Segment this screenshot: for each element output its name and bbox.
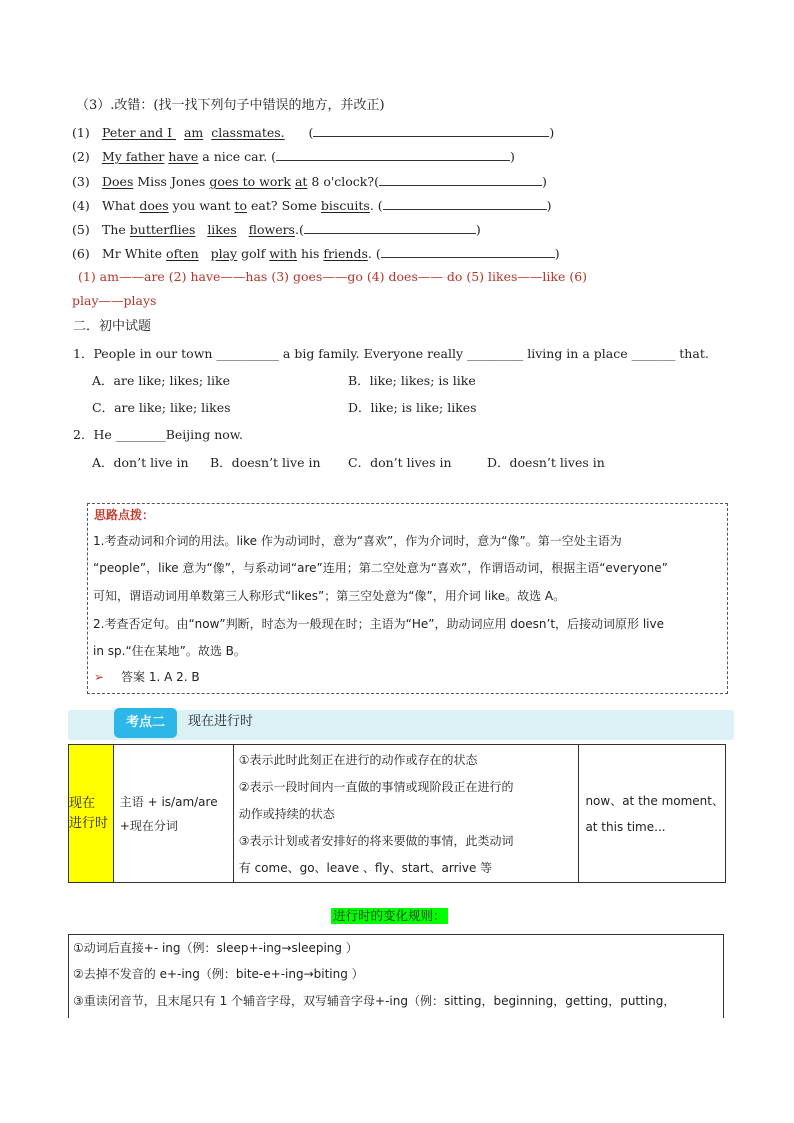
usage-line2: ②表示一段时间内一直做的事情或现阶段正在进行的 xyxy=(238,780,514,794)
tense-name-line2: 进行时 xyxy=(69,815,109,831)
usage-cell xyxy=(233,745,579,883)
correction-item xyxy=(72,124,554,141)
paren-open: ( xyxy=(271,149,277,164)
section-heading: 二．初中试题 xyxy=(73,319,152,334)
answer-blank[interactable] xyxy=(313,124,549,137)
correction-item xyxy=(72,148,515,165)
rules-box xyxy=(68,934,724,1018)
q2-option-a: A．don’t live in xyxy=(92,455,189,470)
sentence-text: you want xyxy=(168,198,235,213)
answer-blank[interactable] xyxy=(383,197,547,210)
paren-open: ( xyxy=(375,246,381,261)
rule-2: ②去掉不发音的 e+-ing（例：bite-e+-ing→biting ） xyxy=(73,967,364,981)
signal-cell xyxy=(579,745,726,883)
tense-name-line1: 现在 xyxy=(69,795,96,811)
q2-option-b: B．doesn’t live in xyxy=(210,455,321,470)
error-segment: classmates. xyxy=(211,125,285,140)
sentence-text: Miss Jones xyxy=(133,174,210,189)
item-number: (5) xyxy=(72,222,90,237)
hint-p1-line1: 1.考查动词和介词的用法。like 作为动词时，意为“喜欢”，作为介词时，意为“像”。第一空处主语为 xyxy=(93,534,622,548)
paren-open: ( xyxy=(377,198,383,213)
q1-option-a: A．are like; likes; like xyxy=(92,373,231,388)
usage-line5: 有 come、go、leave 、fly、start、arrive 等 xyxy=(238,861,493,875)
correction-item xyxy=(72,221,481,238)
q2-stem: 2．He ________Beijing now. xyxy=(73,427,243,442)
error-segment: does xyxy=(139,198,169,213)
answer-line-2: play——plays xyxy=(72,293,157,308)
answer-blank[interactable] xyxy=(379,173,542,186)
paren-close: ) xyxy=(546,198,552,213)
structure-line1: 主语 + is/am/are xyxy=(119,794,218,809)
sentence-text: golf xyxy=(237,246,270,261)
sentence-text: . xyxy=(369,198,378,213)
tense-name-cell xyxy=(69,745,114,883)
error-segment: at xyxy=(294,174,308,189)
sentence-text: eat? Some xyxy=(247,198,321,213)
structure-line2: +现在分词 xyxy=(119,818,178,833)
correction-item xyxy=(72,197,552,214)
correction-item xyxy=(72,173,547,190)
sentence-text xyxy=(237,222,249,237)
error-segment: biscuits xyxy=(320,198,370,213)
sentence-text: a nice car. xyxy=(198,149,272,164)
item-number: (6) xyxy=(72,246,90,261)
paren-close: ) xyxy=(541,174,547,189)
q1-option-d: D．like; is like; likes xyxy=(348,400,477,415)
rule-3: ③重读闭音节，且末尾只有 1 个辅音字母，双写辅音字母+-ing（例：sitting，beginning，getting，putting， xyxy=(73,994,676,1008)
sentence-text: . xyxy=(367,246,376,261)
paren-close: ) xyxy=(554,246,560,261)
sentence-text: . xyxy=(294,222,299,237)
answer-blank[interactable] xyxy=(276,148,510,161)
q2-option-d: D．doesn’t lives in xyxy=(487,455,605,470)
answer-line-1: (1) am——are (2) have——has (3) goes——go (4) does—— do (5) likes——like (6) xyxy=(78,269,588,284)
hint-answer: 答案 1. A 2. B xyxy=(121,670,200,684)
sentence-text: What xyxy=(102,198,140,213)
signal-line2: at this time... xyxy=(585,819,666,834)
sentence-text xyxy=(195,222,207,237)
sentence-text: The xyxy=(102,222,130,237)
error-segment: Peter and I xyxy=(102,125,177,140)
sentence-text xyxy=(176,125,184,140)
paren-open: ( xyxy=(284,125,314,140)
error-segment: play xyxy=(210,246,238,261)
error-segment: often xyxy=(166,246,199,261)
signal-line1: now、at the moment、 xyxy=(585,793,724,808)
error-segment: butterflies xyxy=(129,222,196,237)
hint-p1-line3: 可知，谓语动词用单数第三人称形式“likes”；第三空处意为“像”，用介词 like。故选 A。 xyxy=(93,589,566,603)
correction-item xyxy=(72,245,560,262)
paren-close: ) xyxy=(549,125,555,140)
error-segment: goes to work xyxy=(209,174,291,189)
q1-option-c: C．are like; like; likes xyxy=(92,400,231,415)
rules-title: 进行时的变化规则： xyxy=(333,908,446,923)
answer-blank[interactable] xyxy=(304,221,476,234)
item-number: (3) xyxy=(72,174,90,189)
hint-p2-line2: in sp.“住在某地”。故选 B。 xyxy=(93,644,246,658)
sentence-text xyxy=(199,246,211,261)
usage-line4: ③表示计划或者安排好的将来要做的事情，此类动词 xyxy=(238,834,514,848)
q1-option-b: B．like; likes; is like xyxy=(348,373,476,388)
tense-table xyxy=(68,744,726,883)
rule-1: ①动词后直接+- ing（例：sleep+-ing→sleeping ） xyxy=(73,941,358,955)
error-segment: friends xyxy=(323,246,368,261)
item-number: (2) xyxy=(72,149,90,164)
error-segment: with xyxy=(269,246,297,261)
paren-open: ( xyxy=(298,222,304,237)
hint-title: 思路点拨： xyxy=(94,508,155,522)
kaodian-title: 现在进行时 xyxy=(188,714,254,729)
error-segment: Does xyxy=(102,174,134,189)
error-segment: likes xyxy=(207,222,237,237)
usage-line3: 动作或持续的状态 xyxy=(238,807,335,821)
error-segment: My father xyxy=(102,149,165,164)
item-number: (1) xyxy=(72,125,90,140)
usage-line1: ①表示此时此刻正在进行的动作或存在的状态 xyxy=(238,753,478,767)
kaodian-tag: 考点二 xyxy=(114,708,177,738)
paren-close: ) xyxy=(510,149,515,164)
hint-p1-line2: “people”，like 意为“像”，与系动词“are”连用；第二空处意为“喜欢”，作谓语动词，根据主语“everyone” xyxy=(93,561,668,575)
answer-arrow-icon: ➢ xyxy=(94,670,105,684)
sentence-text: 8 o'clock? xyxy=(307,174,375,189)
answer-blank[interactable] xyxy=(381,245,555,258)
hint-p2-line1: 2.考查否定句。由“now”判断，时态为一般现在时；主语为“He”，助动词应用 doesn’t，后接动词原形 live xyxy=(93,617,664,631)
sentence-text: his xyxy=(297,246,324,261)
paren-open: ( xyxy=(374,174,379,189)
paren-close: ) xyxy=(475,222,481,237)
error-segment: am xyxy=(183,125,204,140)
error-segment: to xyxy=(234,198,248,213)
section3-title: （3）.改错：(找一找下列句子中错误的地方，并改正) xyxy=(76,98,385,113)
structure-cell xyxy=(113,745,233,883)
q2-option-c: C．don’t lives in xyxy=(348,455,452,470)
error-segment: have xyxy=(168,149,199,164)
item-number: (4) xyxy=(72,198,90,213)
q1-stem: 1．People in our town __________ a big family. Everyone really _________ living in a place _______ that. xyxy=(73,346,709,361)
sentence-text: Mr White xyxy=(102,246,167,261)
error-segment: flowers xyxy=(248,222,295,237)
